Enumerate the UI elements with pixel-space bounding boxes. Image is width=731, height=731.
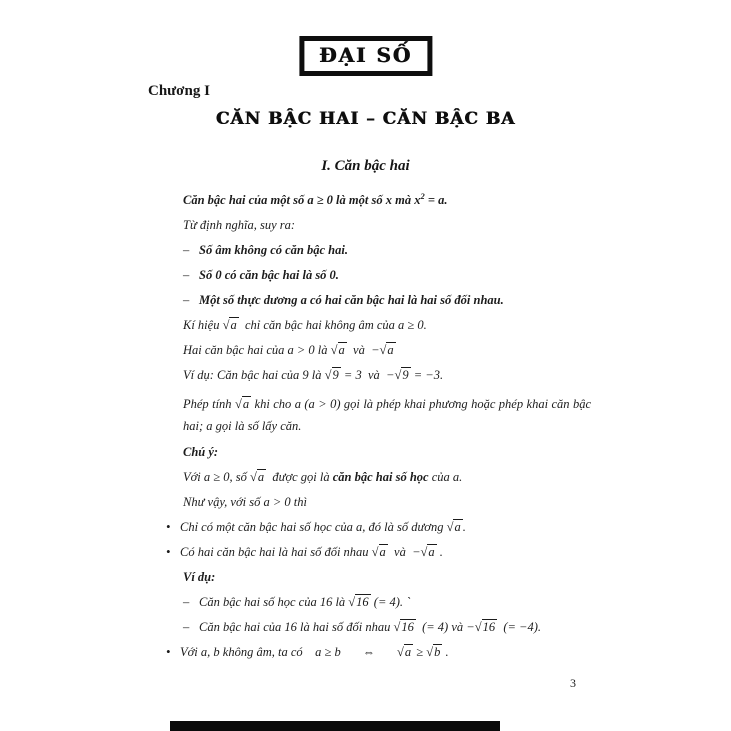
radicand: 16 xyxy=(356,595,369,609)
text-segment: Với a ≥ 0, số xyxy=(183,470,251,484)
text-line xyxy=(183,218,611,233)
text-segment: Từ định nghĩa, suy ra: xyxy=(183,218,296,232)
list-marker: • xyxy=(166,545,171,559)
text-segment: (= 4). ` xyxy=(370,595,411,609)
radicand: a xyxy=(257,470,265,484)
radical-sign: √ xyxy=(394,368,402,382)
page-number: 3 xyxy=(570,676,576,690)
text-line xyxy=(183,268,611,283)
radicand: a xyxy=(242,397,250,411)
radicand: 16 xyxy=(401,620,414,634)
sqrt-expression xyxy=(325,367,341,382)
text-segment: và − xyxy=(387,545,421,559)
radicand: a xyxy=(338,343,345,357)
section-heading: I. Căn bậc hai xyxy=(321,158,410,174)
sqrt-expression xyxy=(348,594,370,609)
sqrt-expression xyxy=(447,519,463,534)
sqrt-expression xyxy=(393,619,415,634)
text-segment: Căn bậc hai của 16 là hai số đối nhau xyxy=(199,620,394,634)
bold-text: Một số thực dương a có hai căn bậc hai là hai số đối nhau. xyxy=(199,293,504,307)
text-segment: Phép tính xyxy=(183,397,235,411)
text-segment: được gọi là xyxy=(266,470,333,484)
sqrt-expression xyxy=(421,544,437,559)
text-segment: Ví dụ: Căn bậc hai của 9 là xyxy=(183,368,325,382)
text-segment: và − xyxy=(346,343,380,357)
radicand: a xyxy=(404,645,412,659)
bold-text: Số âm không có căn bậc hai. xyxy=(199,243,348,257)
text-line xyxy=(183,595,611,610)
text-segment: . xyxy=(436,545,443,559)
radicand: a xyxy=(387,343,394,357)
text-segment: = 3 và − xyxy=(340,368,395,382)
list-marker: • xyxy=(166,645,171,659)
list-marker: – xyxy=(183,620,190,634)
text-line xyxy=(183,318,611,333)
radical-sign: √ xyxy=(234,397,242,411)
radicand: 16 xyxy=(482,620,496,634)
text-line xyxy=(183,243,611,258)
text-segment: Hai căn bậc hai của a > 0 là xyxy=(183,343,331,357)
sqrt-expression xyxy=(475,619,497,634)
sqrt-expression xyxy=(397,644,413,659)
list-marker: – xyxy=(183,293,190,307)
text-line xyxy=(166,645,611,660)
algebra-badge: ĐẠI SỐ xyxy=(299,36,432,76)
chapter-title: CĂN BẬC HAI – CĂN BẬC BA xyxy=(215,109,516,129)
radical-sign: √ xyxy=(348,595,356,609)
radicand: a xyxy=(428,545,435,559)
superscript: 2 xyxy=(420,190,425,201)
text-line xyxy=(183,368,611,383)
text-line xyxy=(183,620,611,635)
body-text xyxy=(0,190,731,670)
sqrt-expression xyxy=(235,396,251,411)
sqrt-expression xyxy=(250,469,266,484)
text-segment: = −3. xyxy=(410,368,444,382)
text-line xyxy=(183,495,611,510)
text-segment: chỉ căn bậc hai không âm của a ≥ 0. xyxy=(238,318,427,332)
radical-sign: √ xyxy=(393,620,401,634)
text-segment: . xyxy=(442,645,449,659)
text-line xyxy=(183,445,611,460)
text-line xyxy=(183,343,611,358)
bottom-scan-bar xyxy=(170,721,500,731)
text-line xyxy=(166,545,611,560)
bold-text: Chú ý: xyxy=(183,445,219,459)
radical-sign: √ xyxy=(446,520,454,534)
text-line xyxy=(166,520,611,535)
text-line xyxy=(183,570,611,585)
sqrt-expression xyxy=(331,342,347,357)
radicand: 9 xyxy=(332,368,339,382)
text-segment: ≥ xyxy=(413,645,427,659)
list-marker: – xyxy=(183,243,190,257)
sqrt-expression xyxy=(426,644,442,659)
radicand: a xyxy=(379,545,386,559)
text-segment: (= 4) và − xyxy=(415,620,475,634)
text-segment: Kí hiệu xyxy=(183,318,223,332)
radical-sign: √ xyxy=(420,545,428,559)
radical-sign: √ xyxy=(379,343,387,357)
text-segment: Có hai căn bậc hai là hai số đối nhau xyxy=(180,545,372,559)
radical-sign: √ xyxy=(330,343,338,357)
radical-sign: √ xyxy=(222,318,230,332)
sqrt-expression xyxy=(223,317,239,332)
radical-sign: √ xyxy=(324,368,332,382)
text-line xyxy=(183,190,611,208)
radicand: b xyxy=(434,645,441,659)
chapter-label: Chương I xyxy=(148,83,210,99)
text-line xyxy=(183,470,611,485)
bold-text: = a. xyxy=(424,193,448,207)
text-segment: Chỉ có một căn bậc hai số học của a, đó là số dương xyxy=(180,520,447,534)
sqrt-expression xyxy=(380,342,396,357)
list-marker: – xyxy=(183,268,190,282)
text-segment: Căn bậc hai số học của 16 là xyxy=(199,595,349,609)
radicand: a xyxy=(454,520,461,534)
text-segment: Như vậy, với số a > 0 thì xyxy=(183,495,307,509)
bold-text: Căn bậc hai của một số a ≥ 0 là một số x mà x xyxy=(183,193,421,207)
text-segment: của a. xyxy=(428,470,463,484)
list-marker: – xyxy=(183,595,190,609)
radicand: 9 xyxy=(402,368,409,382)
bold-text: Ví dụ: xyxy=(183,570,216,584)
radicand: a xyxy=(230,318,237,332)
text-line xyxy=(183,393,591,437)
radical-sign: √ xyxy=(250,470,257,484)
radical-sign: √ xyxy=(397,645,404,659)
text-segment: (= −4). xyxy=(497,620,542,634)
radical-sign: √ xyxy=(474,620,482,634)
sqrt-expression xyxy=(372,544,388,559)
list-marker: • xyxy=(166,520,171,534)
bold-text: căn bậc hai số học xyxy=(332,470,429,484)
sqrt-expression xyxy=(394,367,410,382)
bold-text: Số 0 có căn bậc hai là số 0. xyxy=(199,268,339,282)
text-line xyxy=(183,293,611,308)
radical-sign: √ xyxy=(371,545,379,559)
text-segment: . xyxy=(462,520,466,534)
text-segment: khi cho a (a > 0) gọi là phép khai phương hoặc phép khai căn bậc hai; a gọi là số lấy căn. xyxy=(183,397,591,433)
radical-sign: √ xyxy=(426,645,434,659)
text-segment: Với a, b không âm, ta có a ≥ b ⇔ xyxy=(180,645,397,659)
